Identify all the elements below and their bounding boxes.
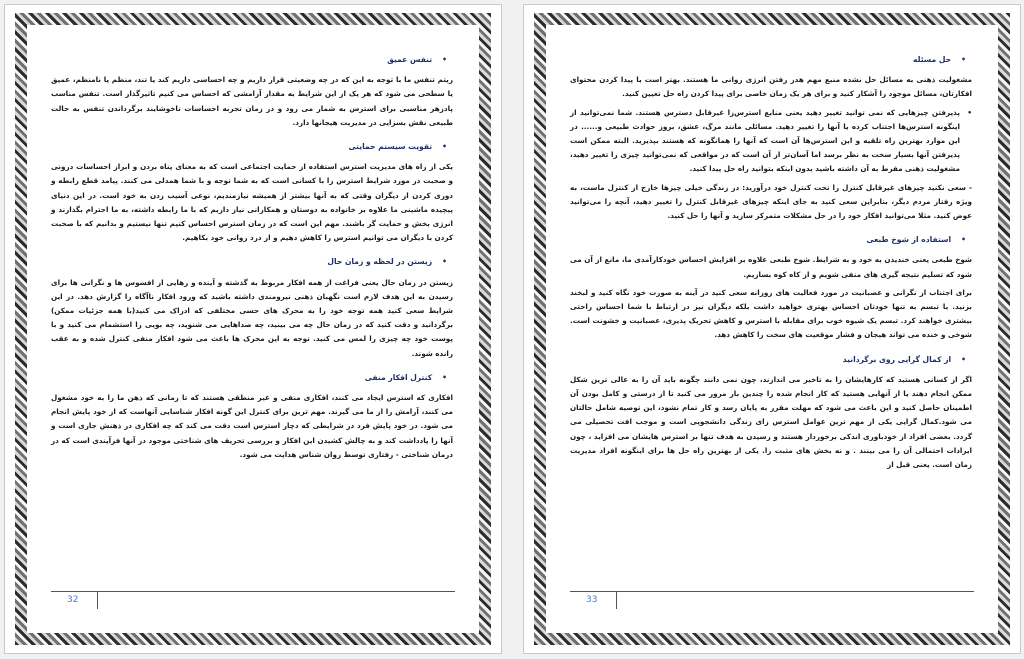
section-heading: •حل مسئله xyxy=(913,55,966,64)
bullet-icon: • xyxy=(442,372,447,382)
document-page-32 xyxy=(4,4,502,654)
bullet-icon: • xyxy=(442,55,447,64)
page-content xyxy=(51,47,453,579)
section-heading: •استفاده از شوخ طبعی xyxy=(866,235,966,245)
section-heading: •کنترل افکار منفی xyxy=(364,372,447,382)
section-paragraph: زیستن در زمان حال یعنی فراغت از همه افکار مربوط به گذشته و آینده و رهایی از افسوس ها و نگرانی ها برای رسیدن به این هدف لازم است نگهبان ذهنی نیرومندی داشته باشید که ورود افکار ناآگاه را گزارش دهد. در این شرایط سعی کنید همه توجه خود را به محرک های حسی مختلفی که ادراک می کنید(با همه جزئیات ممکن) برگردانید و دقت کنید که در زمان حال چه می بینید، چه صداهایی می شنوید، چه بویی را استشمام می کنید و با پوست خود چه چیزی را لمس می کنید. توجه به این محرک ها باعث می شود افکار منفی کنترل شده و به عقب رانده شوند. xyxy=(51,277,453,358)
decorative-page-border xyxy=(534,13,1010,645)
footer-separator xyxy=(616,591,617,609)
section-paragraph: یکی از راه های مدیریت استرس استفاده از حمایت اجتماعی است که به معنای پناه بردن و ابراز احساسات درونی و صحبت در مورد شرایط استرس زا با کسانی است که به شما توجه و با شما همدلی می کنند. پیامد قطع رابطه و دوری کردن از دیگران وقتی که به آنها بیشتر از همیشه نیازمندیم، نوعی آسیب زدن به خود است. در این دنیای پیچیده ماشینی ما علاوه بر خانواده به دوستان و همکارانی نیاز داریم که با ما رابطه داشته، به ما احترام بگذارند و انرژی بخش و حمایت گر باشند. مهم این است که در زمان استرس احساس کنیم تنها نیستیم و بدانیم که با صحبت کردن با دیگران می توانیم استرس را کاهش دهیم و از درد روانی خود بکاهیم. xyxy=(51,162,453,243)
section-heading: •زیستن در لحظه و زمان حال xyxy=(327,257,447,267)
footer-divider xyxy=(51,591,455,592)
section-paragraph: مشغولیت ذهنی به مسائل حل نشده منبع مهم هدر رفتن انرژی روانی ما هستند. بهتر است با پیدا کردن محتوای افکارتان، مسائل موجود را آشکار کنید و برای هر یک زمان خاصی برای پیدا کردن راه حل تعیین کنید. xyxy=(570,75,972,99)
bullet-icon: • xyxy=(442,142,447,152)
page-content xyxy=(570,47,972,579)
page-number: 33 xyxy=(586,595,598,605)
bullet-icon: • xyxy=(967,107,972,117)
section-paragraph: اگر از کسانی هستید که کارهایشان را به تاخیر می اندازند، چون نمی دانند چگونه باید آن را به عالی ترین شکل ممکن انجام دهند یا از آنهایی هستید که کار انجام شده را چندین بار مرور می کنید تا از درستی و کامل بودن آن اطمینان حاصل کنید و این باعث می شود که مهلت مقرر به پایان رسد و کار تمام نشود، این توصیه شامل حالتان می شود.کمال گرایی یکی از مهم ترین عوامل استرس زای زندگی دانشجویی است و موجب افت تحصیلی می گردد. بعضی افراد از خودباوری اندکی برخوردار هستند و رسیدن به هدف تنها بر استرس هایشان می افزاید ، چون ایرادات احتمالی آن را می بینند . و نه بخش های مثبت را. یکی از بهترین راه حل ها برای اینگونه افراد مدیریت زمان است. یعنی قبل از xyxy=(570,374,972,470)
bullet-icon: • xyxy=(961,354,966,364)
section-paragraph: شوخ طبعی یعنی خندیدن به خود و به شرایط. شوخ طبعی علاوه بر افزایش احساس خودکارآمدی ما، مانع از آن می شود که تسلیم نتیجه گیری های منفی شویم و از کاه کوه بسازیم. xyxy=(570,255,972,279)
bullet-icon: • xyxy=(961,235,966,245)
section-heading: •تقویت سیستم حمایتی xyxy=(348,142,447,152)
note-paragraph: - سعی نکنید چیزهای غیرقابل کنترل را تحت کنترل خود درآورید: در زندگی خیلی چیزها خارج از کنترل ماست، به ویژه رفتار مردم دیگر، بنابراین سعی کنید به جای اینکه چیزهای غیرقابل کنترل را تغییر دهید، آنچه را می‌توانید عوض کنید. مثلا می‌توانید افکار خود را در حل مشکلات متمرکز سازید و آنها را حل کنید. xyxy=(570,182,972,221)
section-paragraph: افکاری که استرس ایجاد می کنند، افکاری منفی و غیر منطقی هستند که تا زمانی که ذهن ما را به خود مشغول می کنند، آرامش را از ما می گیرند. مهم ترین برای کنترل این گونه افکار شناسایی آنهاست که از خود پایش انجام می شود. در خود پایش فرد در شرایطی که دچار استرس است دقت می کند که چه افکاری در ذهنش جاری است و آنها را یادداشت کند و به چالش کشیدن این افکار و بررسی تحریف های شناختی موجود در آنها فرآیندی است که در درمان شناختی - رفتاری توسط روان شناس هدایت می شود. xyxy=(51,393,453,459)
document-page-33 xyxy=(523,4,1021,654)
page-footer xyxy=(570,589,974,613)
page-footer xyxy=(51,589,455,613)
decorative-page-border xyxy=(15,13,491,645)
bullet-paragraph: • پذیرفتن چیزهایی که نمی توانید تغییر دهید یعنی منابع استرس‌زا غیرقابل دسترس هستند. شما نمی‌توانید از اینگونه استرس‌ها اجتناب کرده یا آنها را تغییر دهید. مسائلی مانند مرگ، عشق، بروز حوادث طبیعی و...... در این موارد بهترین راه تلقیه و این استرس‌ها آن است که آنها را همانگونه که هستند بپذیرید. البته ممکن است پذیرفتن آنها بسیار سخت به نظر برسد اما آسان‌تر از آن است که در مواقعی که نمی‌توانید چیزی را تغییر دهید، مشغولیت ذهنی مفرط به آن داشته باشید بدون اینکه بتوانید راه حل پیدا کنید. xyxy=(570,107,972,174)
section-heading: •تنفس عمیق xyxy=(387,55,447,64)
page-number: 32 xyxy=(67,595,79,605)
bullet-icon: • xyxy=(442,257,447,267)
bullet-icon: • xyxy=(961,55,966,64)
section-paragraph: ریتم تنفس ما با توجه به این که در چه وضعیتی قرار داریم و چه احساسی داریم کند یا تند، منظم یا نامنظم، عمیق یا سطحی می شود که هر یک از این شرایط به مقدار آرامشی که احساس می کنیم تاثیرگذار است. تنفس مناسب پادزهر مناسبی برای استرس به شمار می رود و در زمان تجربه احساسات ناخوشایند برگرداندن تنفس به حالت طبیعی نقش بسزایی در مدیریت هیجانها دارد. xyxy=(51,75,453,127)
footer-separator xyxy=(97,591,98,609)
section-heading: •از کمال گرایی روی برگردانید xyxy=(842,354,966,364)
section-paragraph: برای اجتناب از نگرانی و عصبانیت در مورد فعالیت های روزانه سعی کنید در آینه به صورت خود نگاه کنید و لبخند بزنید. با تبسم به تنها خودتان احساس بهتری خواهید داشت بلکه دیگران نیز در ارتباط با شما احساس راحتی بیشتری خواهند کرد. تبسم یک شیوه خوب برای مقابله با استرس و کاهش تحریک پذیری، عصبانیت و خشونت است. شوخی و خنده می تواند هیجان و فشار موقعیت های سخت را کاهش دهد. xyxy=(570,287,972,340)
footer-divider xyxy=(570,591,974,592)
